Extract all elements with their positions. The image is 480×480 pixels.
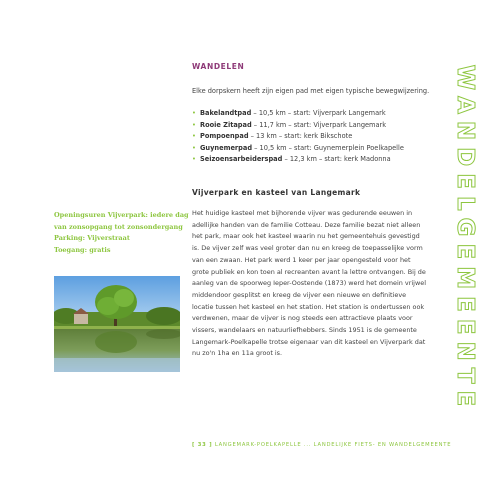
- bullet-icon: •: [192, 132, 196, 140]
- body-line: is. De vijver zelf was veel groter dan nu en kreeg de toepasselijke vorm: [192, 244, 423, 253]
- list-item: [192, 108, 442, 120]
- route-detail: – 12,3 km – start: kerk Madonna: [282, 155, 391, 163]
- body-line: vissers, wandelaars en natuurliefhebbers. Sinds 1951 is de gemeente: [192, 326, 417, 335]
- body-line: grote publiek en kon toen al recreanten avant la lettre ontvangen. Bij de: [192, 267, 426, 276]
- park-heading: Vijverpark en kasteel van Langemark: [192, 188, 361, 197]
- park-body: [192, 208, 448, 360]
- bullet-icon: •: [192, 109, 196, 117]
- route-name: Pompoenpad: [200, 132, 249, 140]
- route-name: Rooie Zitapad: [200, 120, 252, 129]
- info-line: Parking: Vijverstraat: [54, 234, 130, 243]
- list-item: [192, 120, 442, 132]
- route-detail: – 10,5 km – start: Vijverpark Langemark: [251, 109, 386, 117]
- page-number: [ 33 ]: [192, 442, 213, 448]
- body-line: locatie tussen het kasteel en het station. Het station is ondertussen ook: [192, 302, 425, 311]
- page-footer: [192, 442, 452, 448]
- bullet-icon: •: [192, 120, 196, 129]
- route-name: Seizoensarbeiderspad: [200, 155, 283, 163]
- route-name: Bakelandtpad: [200, 109, 252, 117]
- body-line: aanleg van de spoorweg Ieper-Oostende (1873) werd het domein vrijwel: [192, 279, 426, 288]
- body-line: Het huidige kasteel met bijhorende vijver was gedurende eeuwen in: [192, 209, 413, 217]
- vertical-title: [452, 24, 478, 454]
- opening-info: [54, 210, 189, 256]
- walking-heading: WANDELEN: [192, 62, 245, 71]
- route-name: Guynemerpad: [200, 143, 253, 152]
- bullet-icon: •: [192, 155, 196, 163]
- list-item: [192, 143, 442, 155]
- info-line: Openingsuren Vijverpark: iedere dag: [54, 211, 189, 219]
- route-detail: – 10,5 km – start: Guynemerplein Poelkapelle: [252, 143, 404, 152]
- body-line: van een zwaan. Het park werd 1 keer per jaar opengesteld voor het: [192, 255, 411, 264]
- body-line: Langemark-Poelkapelle trotse eigenaar van dit kasteel en Vijverpark dat: [192, 337, 426, 346]
- body-line: het park, maar ook het kasteel waarin nu het gemeentehuis gevestigd: [192, 232, 420, 241]
- body-line: verdwenen, maar de vijver is nog steeds een attractieve plaats voor: [192, 314, 413, 323]
- info-line: van zonsopgang tot zonsondergang: [54, 222, 183, 231]
- route-list: [192, 108, 442, 166]
- body-line: middendoor gesplitst en kreeg de vijver een nieuwe en definitieve: [192, 290, 407, 299]
- list-item: [192, 131, 442, 143]
- walking-intro: Elke dorpskern heeft zijn eigen pad met eigen typische bewegwijzering.: [192, 87, 430, 95]
- body-line: adellijke handen van de familie Cotteau. Deze familie bezat niet alleen: [192, 220, 421, 229]
- footer-text: LANGEMARK-POELKAPELLE ... LANDELIJKE FIETS- EN WANDELGEMEENTE: [212, 442, 452, 448]
- route-detail: – 13 km – start: kerk Bikschote: [248, 132, 353, 140]
- list-item: [192, 154, 442, 166]
- body-line: nu zo'n 1ha en 11a groot is.: [192, 349, 283, 358]
- bullet-icon: •: [192, 143, 196, 152]
- park-photo: [54, 276, 180, 372]
- info-line: Toegang: gratis: [54, 245, 111, 254]
- vertical-title-text: WANDELGEMEENTE: [452, 64, 478, 414]
- route-detail: – 11,7 km – start: Vijverpark Langemark: [251, 120, 387, 129]
